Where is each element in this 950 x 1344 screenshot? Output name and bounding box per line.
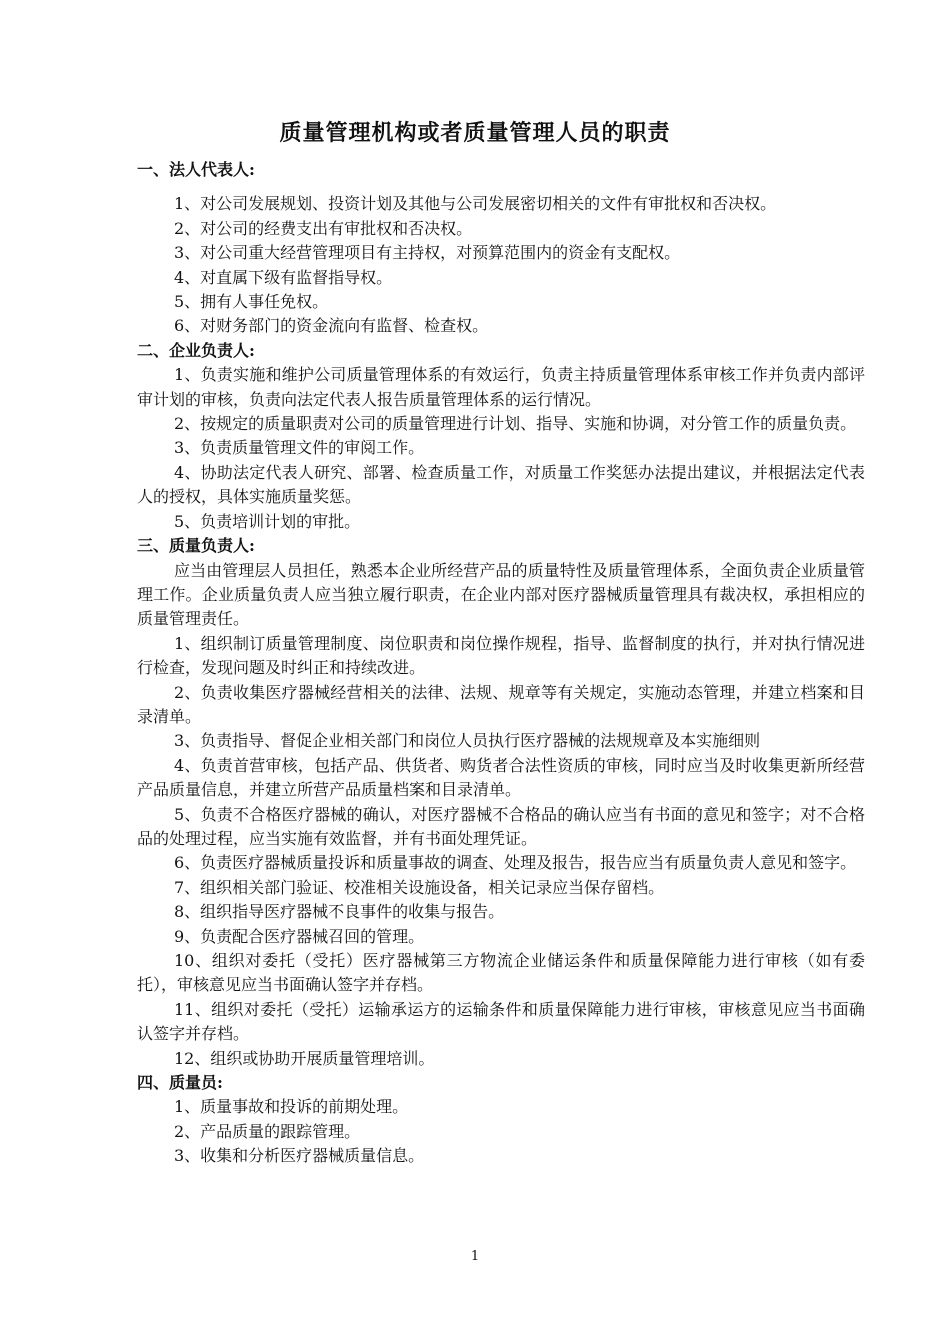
- section-heading-quality-officer: 四、质量员:: [137, 1073, 223, 1093]
- list-item: 1、对公司发展规划、投资计划及其他与公司发展密切相关的文件有审批权和否决权。: [174, 194, 777, 214]
- list-item: 5、负责不合格医疗器械的确认，对医疗器械不合格品的确认应当有书面的意见和签字；对不合格品的处理过程，应当实施有效监督，并有书面处理凭证。: [137, 804, 865, 848]
- list-item: 3、负责质量管理文件的审阅工作。: [174, 438, 425, 458]
- section-heading-enterprise-head: 二、企业负责人:: [137, 340, 255, 360]
- list-item: 3、对公司重大经营管理项目有主持权，对预算范围内的资金有支配权。: [174, 243, 681, 263]
- document-title: 质量管理机构或者质量管理人员的职责: [279, 120, 671, 146]
- list-item: 6、对财务部门的资金流向有监督、检查权。: [174, 316, 489, 336]
- section-spacer: [137, 182, 865, 192]
- list-item: 5、拥有人事任免权。: [174, 292, 329, 312]
- list-item: 1、负责实施和维护公司质量管理体系的有效运行，负责主持质量管理体系审核工作并负责内部评审计划的审核，负责向法定代表人报告质量管理体系的运行情况。: [137, 365, 865, 409]
- list-item: 4、对直属下级有监督指导权。: [174, 267, 393, 287]
- list-item: 4、负责首营审核，包括产品、供货者、购货者合法性资质的审核，同时应当及时收集更新所经营产品质量信息，并建立所营产品质量档案和目录清单。: [137, 755, 865, 800]
- section-heading-quality-head: 三、质量负责人:: [137, 536, 255, 556]
- list-item: 2、产品质量的跟踪管理。: [174, 1121, 361, 1141]
- list-item: 1、组织制订质量管理制度、岗位职责和岗位操作规程，指导、监督制度的执行，并对执行情况进行检查，发现问题及时纠正和持续改进。: [137, 633, 865, 678]
- list-item: 12、组织或协助开展质量管理培训。: [174, 1048, 435, 1068]
- list-item: 4、协助法定代表人研究、部署、检查质量工作，对质量工作奖惩办法提出建议，并根据法定代表人的授权，具体实施质量奖惩。: [137, 462, 865, 507]
- list-item: 2、对公司的经费支出有审批权和否决权。: [174, 218, 473, 238]
- list-item: 1、质量事故和投诉的前期处理。: [174, 1097, 409, 1117]
- page-number: 1: [470, 1249, 480, 1264]
- document-body: [137, 158, 865, 1169]
- list-item: 9、负责配合医疗器械召回的管理。: [174, 926, 425, 946]
- list-item: 应当由管理层人员担任，熟悉本企业所经营产品的质量特性及质量管理体系，全面负责企业质量管理工作。企业质量负责人应当独立履行职责，在企业内部对医疗器械质量管理具有裁决权，承担相应的质量管理责任。: [137, 560, 865, 629]
- list-item: 8、组织指导医疗器械不良事件的收集与报告。: [174, 902, 505, 922]
- list-item: 3、负责指导、督促企业相关部门和岗位人员执行医疗器械的法规规章及本实施细则: [174, 731, 761, 751]
- list-item: 2、负责收集医疗器械经营相关的法律、法规、规章等有关规定，实施动态管理，并建立档案和目录清单。: [137, 682, 865, 726]
- list-item: 3、收集和分析医疗器械质量信息。: [174, 1146, 425, 1166]
- section-heading-legal-representative: 一、法人代表人:: [137, 160, 255, 179]
- list-item: 6、负责医疗器械质量投诉和质量事故的调查、处理及报告，报告应当有质量负责人意见和签字。: [174, 853, 857, 873]
- list-item: 11、组织对委托（受托）运输承运方的运输条件和质量保障能力进行审核，审核意见应当书面确认签字并存档。: [137, 999, 865, 1044]
- list-item: 5、负责培训计划的审批。: [174, 511, 361, 531]
- list-item: 2、按规定的质量职责对公司的质量管理进行计划、指导、实施和协调，对分管工作的质量负责。: [174, 414, 857, 434]
- list-item: 7、组织相关部门验证、校准相关设施设备，相关记录应当保存留档。: [174, 877, 665, 897]
- list-item: 10、组织对委托（受托）医疗器械第三方物流企业储运条件和质量保障能力进行审核（如有委托），审核意见应当书面确认签字并存档。: [137, 951, 865, 995]
